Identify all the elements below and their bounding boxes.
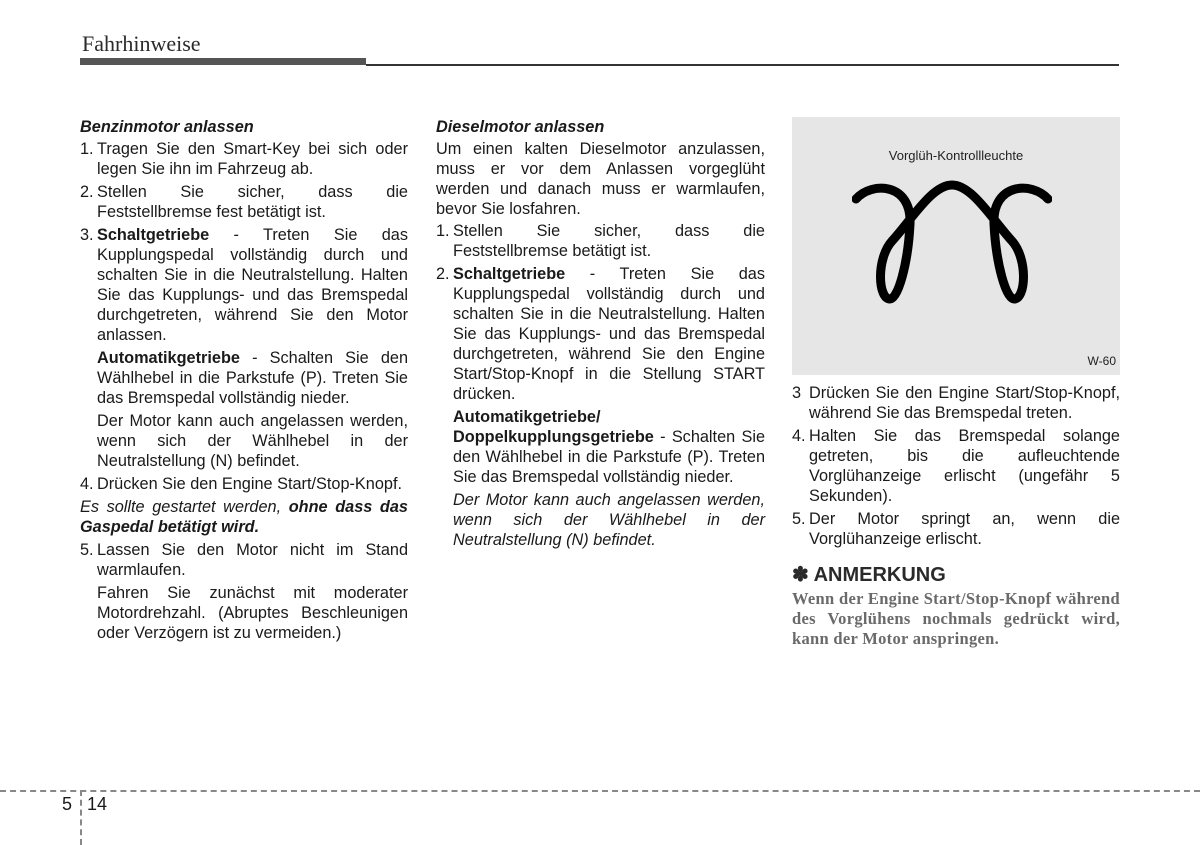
- diesel-step-2: Schaltgetriebe - Treten Sie das Kupplungspedal vollständig durch und schalten Sie in die Neutralstellung. Halten Sie das Kupplungs- und das Bremspedal durchgetreten, während Sie den Engine Start/Stop-Knopf in die Stellung START drücken.: [453, 265, 765, 403]
- list-item: 2. Stellen Sie sicher, dass die Feststellbremse fest betätigt ist.: [80, 183, 408, 221]
- header-rule: [366, 64, 1119, 66]
- footer-rule: [0, 790, 1200, 792]
- diesel-step-2-note: Der Motor kann auch angelassen werden, wenn sich der Wählhebel in der Neutralstellung (N) befindet.: [453, 491, 765, 549]
- gasoline-step-2: Stellen Sie sicher, dass die Feststellbremse fest betätigt ist.: [97, 183, 408, 221]
- list-item: 5. Lassen Sie den Motor nicht im Stand warmlaufen.: [80, 541, 408, 579]
- asterisk-icon: ✽: [792, 564, 809, 586]
- gasoline-step-3-note: Der Motor kann auch angelassen werden, wenn sich der Wählhebel in der Neutralstellung (N) befindet.: [97, 412, 408, 470]
- gasoline-title: Benzinmotor anlassen: [80, 118, 254, 136]
- diesel-title: Dieselmotor anlassen: [436, 118, 605, 136]
- list-item: 5. Der Motor springt an, wenn die Vorglühanzeige erlischt.: [792, 510, 1120, 548]
- page-header-title: Fahrhinweise: [82, 31, 201, 56]
- diesel-intro: Um einen kalten Dieselmotor anzulassen, muss er vor dem Anlassen vorgeglüht werden und danach muss er warmlaufen, bevor Sie losfahren.: [436, 140, 765, 218]
- list-item: 4. Drücken Sie den Engine Start/Stop-Knopf.: [80, 474, 408, 494]
- diesel-step-1: Stellen Sie sicher, dass die Feststellbremse betätigt ist.: [453, 222, 765, 260]
- diesel-section: [436, 117, 765, 553]
- list-item: 1. Stellen Sie sicher, dass die Feststellbremse betätigt ist.: [436, 222, 765, 260]
- gasoline-step-5-sub: Fahren Sie zunächst mit moderater Motordrehzahl. (Abruptes Beschleunigen oder Verzögern ist zu vermeiden.): [97, 584, 408, 642]
- chapter-number: 5: [62, 794, 73, 814]
- gasoline-step-3-automatic: Automatikgetriebe - Schalten Sie den Wählhebel in die Parkstufe (P). Treten Sie das Bremspedal vollständig nieder.: [97, 349, 408, 407]
- diesel-step-5: Der Motor springt an, wenn die Vorglühanzeige erlischt.: [809, 510, 1120, 548]
- diesel-step-2-automatic: Automatikgetriebe/ Doppelkupplungsgetriebe - Schalten Sie den Wählhebel in die Parkstufe (P). Treten Sie das Bremspedal vollständig nieder.: [453, 408, 765, 486]
- gasoline-step-3: Schaltgetriebe - Treten Sie das Kupplungspedal vollständig durch und schalten Sie in die Neutralstellung. Halten Sie das Kupplungs- und das Bremspedal durchgetreten, während Sie den Motor anlassen.: [97, 226, 408, 344]
- glow-plug-indicator-icon: [852, 179, 1052, 309]
- list-item: 3. Schaltgetriebe - Treten Sie das Kupplungspedal vollständig durch und schalten Sie in die Neutralstellung. Halten Sie das Kupplungs- und das Bremspedal durchgetreten, während Sie den Motor anlassen.: [80, 226, 408, 344]
- figure-caption: Vorglüh-Kontrollleuchte: [888, 148, 1024, 163]
- list-item: 4. Halten Sie das Bremspedal solange getreten, bis die aufleuchtende Vorglühanzeige erlischt (ungefähr 5 Sekunden).: [792, 427, 1120, 505]
- right-column: [792, 117, 1120, 649]
- list-item: 2. Schaltgetriebe - Treten Sie das Kupplungspedal vollständig durch und schalten Sie in die Neutralstellung. Halten Sie das Kupplungs- und das Bremspedal durchgetreten, während Sie den Engine Start/Stop-Knopf in die Stellung START drücken.: [436, 265, 765, 403]
- glow-indicator-figure: [792, 117, 1120, 375]
- note-heading: ✽ ANMERKUNG: [792, 564, 946, 586]
- gasoline-section: [80, 117, 408, 646]
- note-text: Wenn der Engine Start/Stop-Knopf während des Vorglühens nochmals gedrückt wird, kann der Motor anspringen.: [792, 589, 1120, 648]
- header-bar: [80, 58, 366, 65]
- list-item: 3 Drücken Sie den Engine Start/Stop-Knopf, während Sie das Bremspedal treten.: [792, 384, 1120, 422]
- figure-code: W-60: [1087, 354, 1116, 368]
- gasoline-step-1: Tragen Sie den Smart-Key bei sich oder legen Sie ihn im Fahrzeug ab.: [97, 140, 408, 178]
- page-number: 14: [87, 794, 108, 814]
- list-item: 1. Tragen Sie den Smart-Key bei sich oder legen Sie ihn im Fahrzeug ab.: [80, 140, 408, 178]
- diesel-step-4: Halten Sie das Bremspedal solange getreten, bis die aufleuchtende Vorglühanzeige erlischt (ungefähr 5 Sekunden).: [809, 427, 1120, 505]
- gasoline-step-5: Lassen Sie den Motor nicht im Stand warmlaufen.: [97, 541, 408, 579]
- diesel-step-3: Drücken Sie den Engine Start/Stop-Knopf, während Sie das Bremspedal treten.: [809, 384, 1120, 422]
- gasoline-step-4: Drücken Sie den Engine Start/Stop-Knopf.: [97, 475, 403, 493]
- footer-divider: [80, 790, 82, 845]
- gasoline-italic-note: Es sollte gestartet werden, ohne dass das Gaspedal betätigt wird.: [80, 498, 408, 536]
